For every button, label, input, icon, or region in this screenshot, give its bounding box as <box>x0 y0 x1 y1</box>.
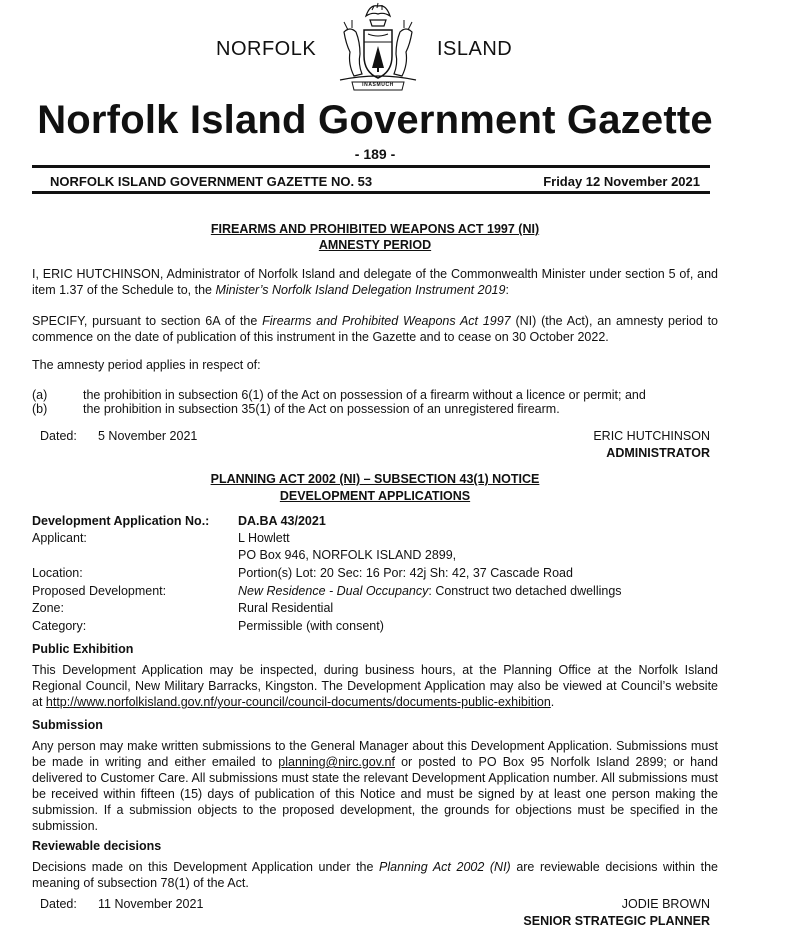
header-rule-bottom <box>32 191 710 194</box>
proposed-development-value: New Residence - Dual Occupancy: Construct two detached dwellings <box>238 584 622 598</box>
applicant-name: L Howlett <box>238 531 290 545</box>
reviewable-decisions-heading: Reviewable decisions <box>32 839 162 853</box>
coat-of-arms-icon <box>330 2 426 94</box>
public-exhibition-link[interactable]: http://www.norfolkisland.gov.nf/your-council/council-documents/documents-public-exhibition <box>45 695 551 709</box>
location-value: Portion(s) Lot: 20 Sec: 16 Por: 42j Sh: 42, 37 Cascade Road <box>238 566 573 580</box>
list-item-marker: (a) <box>32 388 48 402</box>
notice2-heading: PLANNING ACT 2002 (NI) – SUBSECTION 43(1) NOTICE <box>210 472 540 486</box>
applicant-label: Applicant: <box>32 531 87 545</box>
application-number-value: DA.BA 43/2021 <box>238 514 326 528</box>
issue-date: Friday 12 November 2021 <box>543 174 700 189</box>
masthead <box>0 0 800 100</box>
notice1-dated-label: Dated: <box>40 429 77 443</box>
location-label: Location: <box>32 566 83 580</box>
zone-value: Rural Residential <box>238 601 334 615</box>
page-number: - 189 - <box>354 146 396 162</box>
public-exhibition-heading: Public Exhibition <box>32 642 134 656</box>
notice2-signatory-title: SENIOR STRATEGIC PLANNER <box>523 914 710 928</box>
notice1-signatory-name: ERIC HUTCHINSON <box>593 429 710 443</box>
notice1-heading: FIREARMS AND PROHIBITED WEAPONS ACT 1997 (NI) <box>210 222 540 236</box>
notice1-dated-value: 5 November 2021 <box>98 429 198 443</box>
category-label: Category: <box>32 619 87 633</box>
category-value: Permissible (with consent) <box>238 619 384 633</box>
notice1-paragraph-3: The amnesty period applies in respect of: <box>32 358 261 372</box>
header-rule-top <box>32 165 710 168</box>
submission-text: Any person may make written submissions to the General Manager about this Development Application. Submissions must be made in writing and either emailed to planning@nirc.gov.nf or posted to PO Box 95 Norfolk Island 2899; or hand delivered to Customer Care. All submissions must state the relevant Development Application number. All submissions must be received within fifteen (15) days of publication of this Notice and must be signed by at least one person making the submission. If a submission objects to the proposed development, the grounds for objections must be specified in the submission. <box>32 739 718 833</box>
application-number-label: Development Application No.: <box>32 514 210 528</box>
notice2-signatory-name: JODIE BROWN <box>621 897 710 911</box>
gazette-title: Norfolk Island Government Gazette <box>37 98 713 142</box>
list-item-text: the prohibition in subsection 6(1) of the Act on possession of a firearm without a licence or permit; and <box>83 388 646 402</box>
notice1-paragraph-2: SPECIFY, pursuant to section 6A of the Firearms and Prohibited Weapons Act 1997 (NI) (the Act), an amnesty period to commence on the date of publication of this instrument in the Gazette and to cease on 30 October 2022. <box>32 314 719 344</box>
notice2-dated-value: 11 November 2021 <box>98 897 204 911</box>
notice1-paragraph-1: I, ERIC HUTCHINSON, Administrator of Norfolk Island and delegate of the Commonwealth Minister under section 5 of, and item 1.37 of the Schedule to, the Minister’s Norfolk Island Delegation Instrument 2019: <box>32 267 718 297</box>
list-item-text: the prohibition in subsection 35(1) of the Act on possession of an unregistered firearm. <box>83 402 560 416</box>
zone-label: Zone: <box>32 601 64 615</box>
planning-email-link[interactable]: planning@nirc.gov.nf <box>278 755 395 769</box>
masthead-word-left: NORFOLK <box>216 38 317 60</box>
notice1-signatory-title: ADMINISTRATOR <box>606 446 710 460</box>
list-item-marker: (b) <box>32 402 48 416</box>
submission-heading: Submission <box>32 718 103 732</box>
notice2-subheading: DEVELOPMENT APPLICATIONS <box>279 489 471 503</box>
crest-motto: INASMUCH <box>362 82 394 88</box>
notice1-subheading: AMNESTY PERIOD <box>318 238 432 252</box>
issue-number: NORFOLK ISLAND GOVERNMENT GAZETTE NO. 53 <box>50 174 373 189</box>
notice2-dated-label: Dated: <box>40 897 77 911</box>
proposed-development-label: Proposed Development: <box>32 584 167 598</box>
public-exhibition-text: This Development Application may be inspected, during business hours, at the Planning Office at the Norfolk Island Regional Council, New Military Barracks, Kingston. The Development Application may also be viewed at Council’s website at http://www.norfolkisland.gov.nf/your-council/council-documents/documents-public-exhibition. <box>32 663 718 709</box>
masthead-word-right: ISLAND <box>437 38 513 60</box>
reviewable-decisions-text: Decisions made on this Development Application under the Planning Act 2002 (NI) are reviewable decisions within the meaning of subsection 78(1) of the Act. <box>32 860 718 890</box>
applicant-address: PO Box 946, NORFOLK ISLAND 2899, <box>238 548 457 562</box>
